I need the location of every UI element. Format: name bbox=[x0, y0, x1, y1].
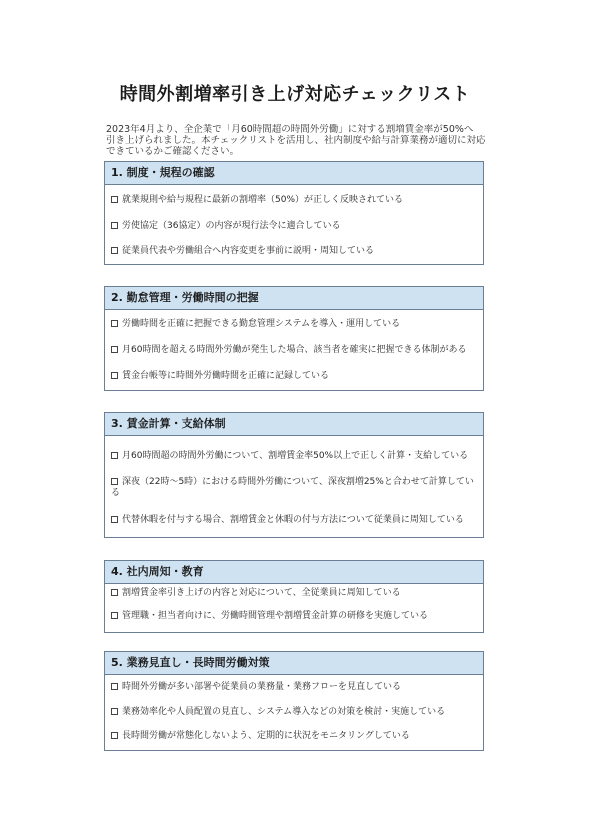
intro-line: 2023年4月より、全企業で「月60時間超の時間外労働」に対する割増賃金率が50%へ bbox=[106, 124, 474, 135]
checklist-item-label: 従業員代表や労働組合へ内容変更を事前に説明・周知している bbox=[122, 246, 375, 256]
checkbox[interactable] bbox=[111, 247, 118, 254]
checklist-item-label: 代替休暇を付与する場合、割増賃金と休暇の付与方法について従業員に周知している bbox=[122, 515, 464, 525]
checklist-item[interactable] bbox=[111, 195, 479, 206]
section-header: 2. 勤怠管理・労働時間の把握 bbox=[105, 287, 483, 310]
checkbox[interactable] bbox=[111, 612, 118, 619]
checklist-item[interactable] bbox=[111, 588, 479, 599]
checklist-item[interactable] bbox=[111, 221, 479, 232]
section-header: 4. 社内周知・教育 bbox=[105, 561, 483, 584]
section-attendance bbox=[104, 286, 484, 391]
checklist-item[interactable] bbox=[111, 682, 479, 693]
checklist-item[interactable] bbox=[111, 611, 479, 622]
checklist-item-label: 賃金台帳等に時間外労働時間を正確に記録している bbox=[122, 371, 330, 381]
section-workload bbox=[104, 651, 484, 751]
checklist-item-label: 月60時間を超える時間外労働が発生した場合、該当者を確実に把握できる体制がある bbox=[122, 345, 467, 355]
checkbox[interactable] bbox=[111, 589, 118, 596]
checklist-item[interactable] bbox=[111, 319, 479, 330]
section-communication bbox=[104, 560, 484, 633]
checkbox[interactable] bbox=[111, 732, 118, 739]
checklist-item-label: 労使協定（36協定）の内容が現行法令に適合している bbox=[122, 221, 341, 231]
checkbox[interactable] bbox=[111, 196, 118, 203]
checkbox[interactable] bbox=[111, 708, 118, 715]
checklist-item-label: 時間外労働が多い部署や従業員の業務量・業務フローを見直している bbox=[122, 682, 402, 692]
checkbox[interactable] bbox=[111, 478, 118, 485]
checklist-item[interactable] bbox=[111, 731, 479, 742]
intro-line: 引き上げられました。本チェックリストを活用し、社内制度や給与計算業務が適切に対応 bbox=[106, 135, 486, 146]
checkbox[interactable] bbox=[111, 683, 118, 690]
section-regulations bbox=[104, 161, 484, 265]
checklist-item[interactable] bbox=[111, 345, 479, 356]
checkbox[interactable] bbox=[111, 222, 118, 229]
intro-line: できているかご確認ください。 bbox=[106, 146, 240, 157]
section-header: 3. 賃金計算・支給体制 bbox=[105, 413, 483, 436]
page-title: 時間外割増率引き上げ対応チェックリスト bbox=[119, 84, 471, 105]
checklist-item-label: 長時間労働が常態化しないよう、定期的に状況をモニタリングしている bbox=[122, 731, 410, 741]
checklist-item[interactable] bbox=[111, 707, 479, 718]
checklist-item-label: 割増賃金率引き上げの内容と対応について、全従業員に周知している bbox=[122, 588, 401, 598]
checkbox[interactable] bbox=[111, 320, 118, 327]
section-header: 5. 業務見直し・長時間労働対策 bbox=[105, 652, 483, 675]
checklist-item-label: 業務効率化や人員配置の見直し、システム導入などの対策を検討・実施している bbox=[122, 707, 446, 717]
checkbox[interactable] bbox=[111, 516, 118, 523]
section-header: 1. 制度・規程の確認 bbox=[105, 162, 483, 185]
checklist-item[interactable] bbox=[111, 477, 479, 499]
checkbox[interactable] bbox=[111, 372, 118, 379]
checklist-item[interactable] bbox=[111, 246, 479, 257]
intro-text bbox=[106, 124, 486, 157]
checklist-item-label: 労働時間を正確に把握できる勤怠管理システムを導入・運用している bbox=[122, 319, 401, 329]
checklist-item-label: 就業規則や給与規程に最新の割増率（50%）が正しく反映されている bbox=[122, 195, 404, 205]
checklist-item[interactable] bbox=[111, 371, 479, 382]
checklist-item-label: 深夜（22時〜5時）における時間外労働について、深夜割増25%と合わせて計算している bbox=[111, 477, 474, 498]
checklist-item-label: 管理職・担当者向けに、労働時間管理や割増賃金計算の研修を実施している bbox=[122, 611, 429, 621]
checklist-item[interactable] bbox=[111, 515, 479, 526]
checkbox[interactable] bbox=[111, 346, 118, 353]
section-payroll bbox=[104, 412, 484, 538]
checklist-item-label: 月60時間超の時間外労働について、割増賃金率50%以上で正しく計算・支給している bbox=[122, 451, 469, 461]
checkbox[interactable] bbox=[111, 452, 118, 459]
checklist-item[interactable] bbox=[111, 451, 479, 462]
